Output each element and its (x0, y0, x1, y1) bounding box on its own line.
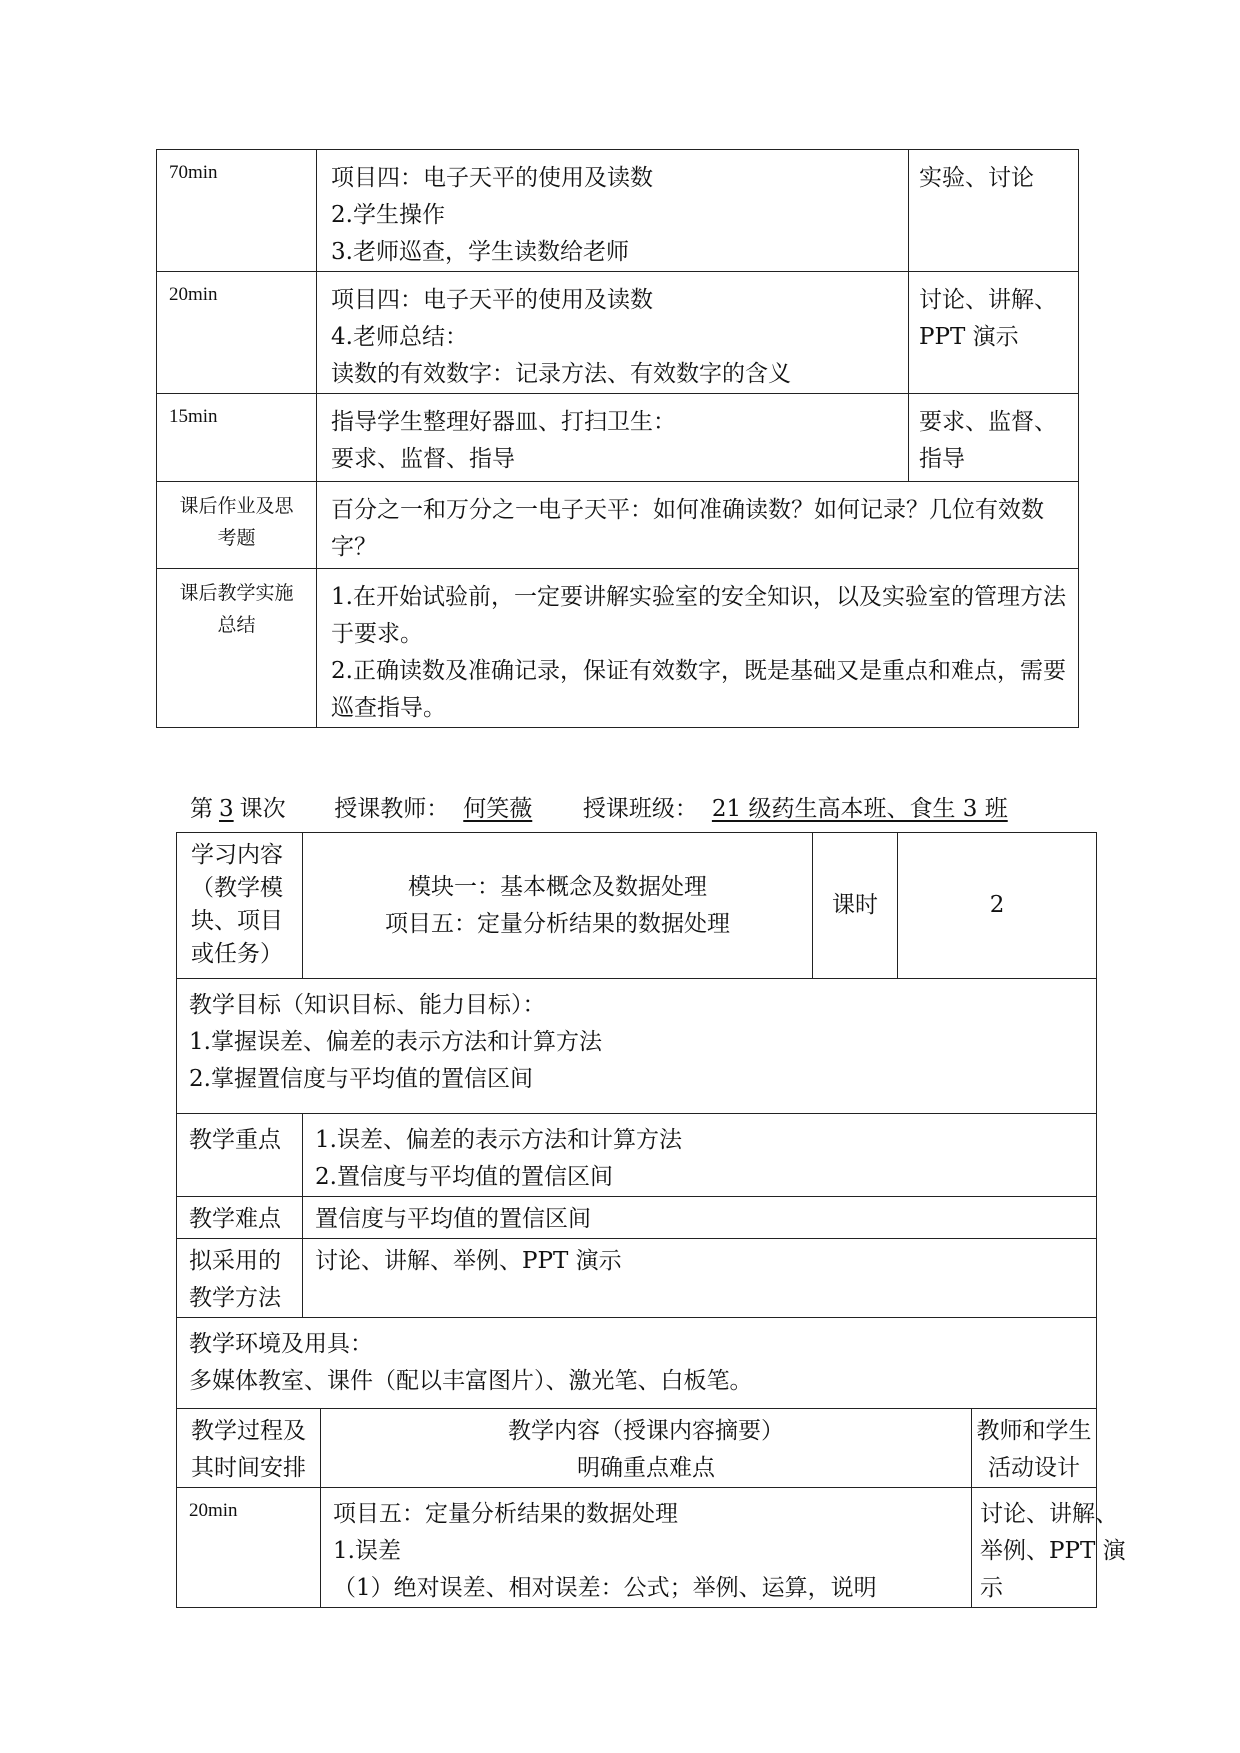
time-cell: 20min (177, 1488, 321, 1608)
environment-row (177, 1318, 1097, 1409)
methods-content: 讨论、讲解、举例、PPT 演示 (303, 1239, 1097, 1318)
key-points-row (177, 1114, 1097, 1197)
time-cell: 15min (157, 394, 317, 482)
process-activity-header: 教师和学生 活动设计 (972, 1409, 1097, 1488)
time-cell: 70min (157, 150, 317, 272)
key-points-label: 教学重点 (177, 1114, 303, 1197)
lesson-table-1 (156, 149, 1079, 728)
table-row (157, 394, 1079, 482)
lesson-header: 第 3 课次 授课教师： 何笑薇 授课班级： 21 级药生高本班、食生 3 班 (190, 790, 1008, 823)
module-content: 模块一：基本概念及数据处理 项目五：定量分析结果的数据处理 (303, 833, 813, 979)
lesson-table-2 (176, 832, 1126, 1608)
table-row (157, 272, 1079, 394)
teacher-name: 何笑薇 (463, 796, 533, 822)
homework-content: 百分之一和万分之一电子天平：如何准确读数？如何记录？几位有效数字？ (317, 482, 1079, 569)
difficulty-row (177, 1197, 1097, 1239)
method-cell: 实验、讨论 (909, 150, 1079, 272)
table-row (177, 1488, 1097, 1608)
homework-label: 课后作业及思 考题 (157, 482, 317, 569)
summary-label: 课后教学实施 总结 (157, 569, 317, 728)
hours-label: 课时 (813, 833, 898, 979)
process-content-header: 教学内容（授课内容摘要） 明确重点难点 (321, 1409, 972, 1488)
module-row (177, 833, 1097, 979)
hours-value: 2 (898, 833, 1097, 979)
methods-label: 拟采用的 教学方法 (177, 1239, 303, 1318)
content-cell: 指导学生整理好器皿、打扫卫生： 要求、监督、指导 (317, 394, 909, 482)
methods-row (177, 1239, 1097, 1318)
content-cell: 项目五：定量分析结果的数据处理 1.误差 （1）绝对误差、相对误差：公式；举例、运算，说明 (321, 1488, 972, 1608)
method-cell: 讨论、讲解、 PPT 演示 (909, 272, 1079, 394)
time-cell: 20min (157, 272, 317, 394)
method-cell: 讨论、讲解、 举例、PPT 演 示 (972, 1488, 1097, 1608)
homework-row (157, 482, 1079, 569)
process-header-row (177, 1409, 1097, 1488)
environment-cell: 教学环境及用具： 多媒体教室、课件（配以丰富图片）、激光笔、白板笔。 (177, 1318, 1097, 1409)
method-cell: 要求、监督、 指导 (909, 394, 1079, 482)
process-time-header: 教学过程及 其时间安排 (177, 1409, 321, 1488)
key-points-content: 1.误差、偏差的表示方法和计算方法 2.置信度与平均值的置信区间 (303, 1114, 1097, 1197)
objectives-row (177, 979, 1097, 1114)
summary-content: 1.在开始试验前，一定要讲解实验室的安全知识，以及实验室的管理方法于要求。 2.正确读数及准确记录，保证有效数字，既是基础又是重点和难点，需要巡查指导。 (317, 569, 1079, 728)
summary-row (157, 569, 1079, 728)
content-cell: 项目四：电子天平的使用及读数 2.学生操作 3.老师巡查，学生读数给老师 (317, 150, 909, 272)
module-label: 学习内容 （教学模 块、项目 或任务） (177, 833, 303, 979)
objectives-cell: 教学目标（知识目标、能力目标）： 1.掌握误差、偏差的表示方法和计算方法 2.掌握置信度与平均值的置信区间 (177, 979, 1097, 1114)
lesson-number: 3 (219, 796, 234, 822)
class-name: 21 级药生高本班、食生 3 班 (711, 796, 1008, 822)
content-cell: 项目四：电子天平的使用及读数 4.老师总结： 读数的有效数字：记录方法、有效数字的含义 (317, 272, 909, 394)
difficulty-content: 置信度与平均值的置信区间 (303, 1197, 1097, 1239)
difficulty-label: 教学难点 (177, 1197, 303, 1239)
table-row (157, 150, 1079, 272)
